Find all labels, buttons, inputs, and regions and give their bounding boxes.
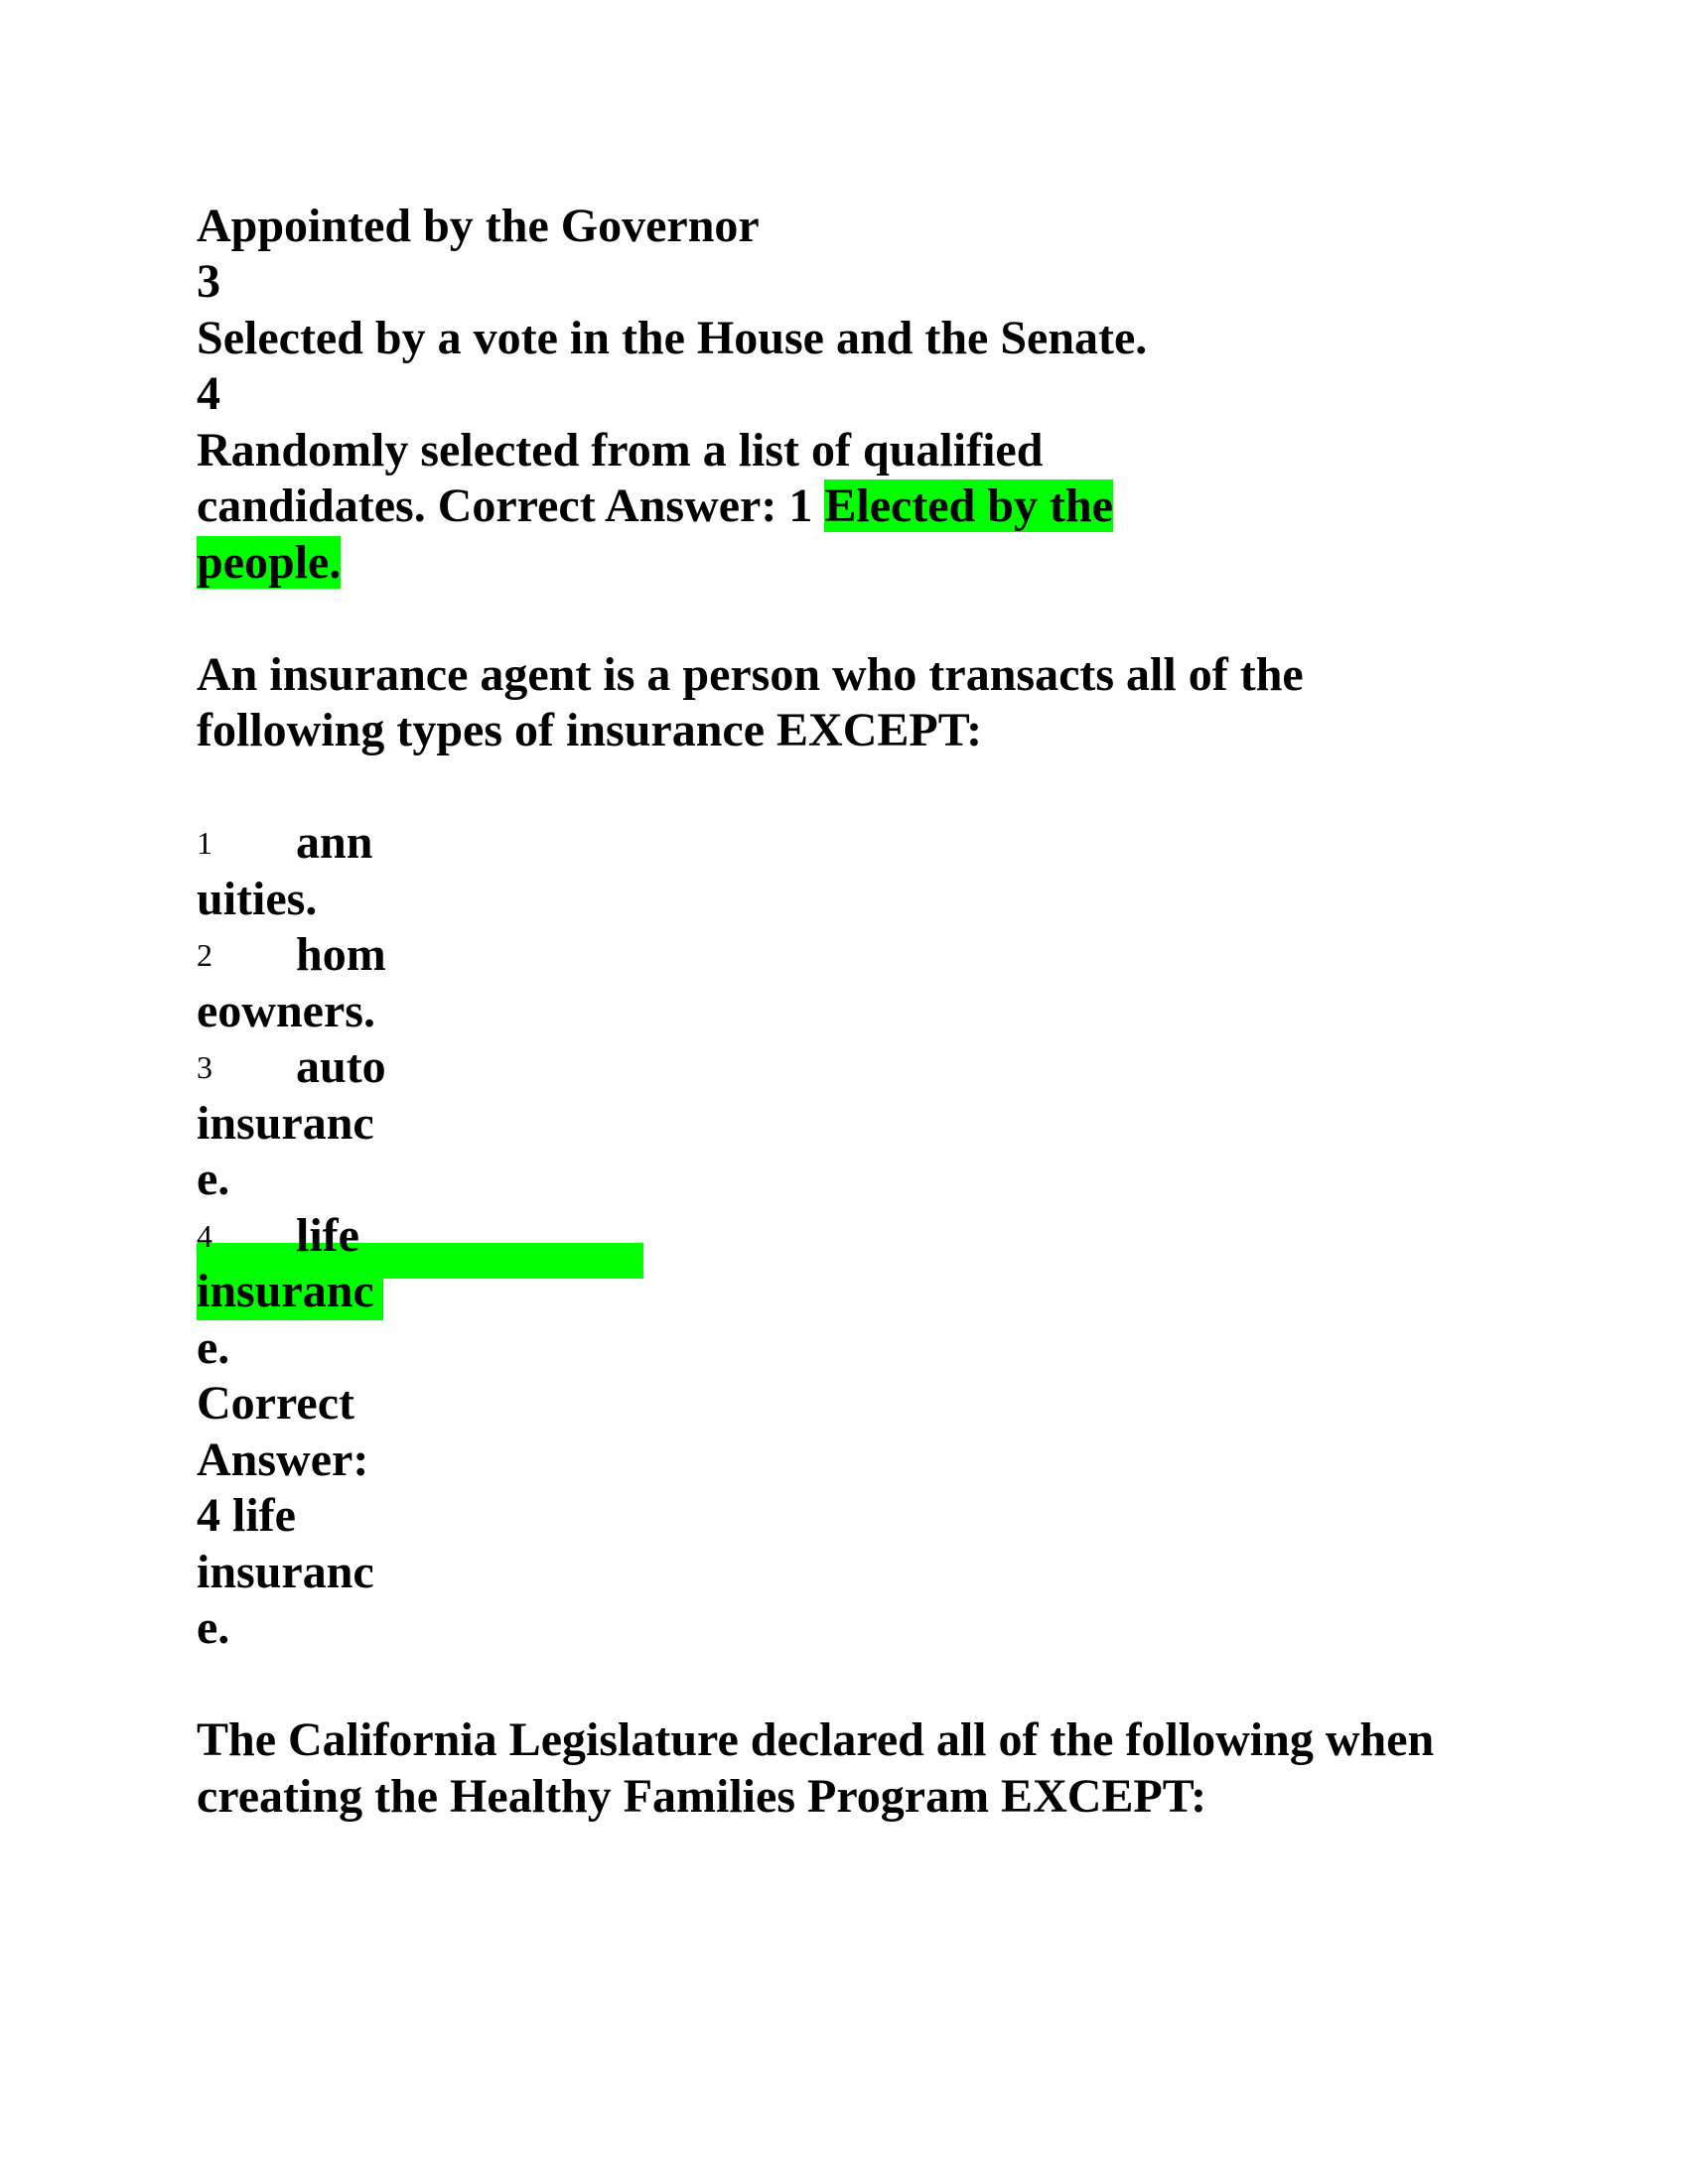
option-text-3: Selected by a vote in the House and the Senate. bbox=[197, 312, 1148, 364]
option-3-number: 3 bbox=[197, 1049, 212, 1085]
highlighted-answer-part1: Elected by the bbox=[824, 479, 1113, 532]
correct-answer-line5: e. bbox=[197, 1601, 230, 1654]
option-number-4: 4 bbox=[197, 367, 220, 420]
option-text-4-line2 bbox=[197, 478, 1113, 534]
correct-answer-line1: Correct bbox=[197, 1377, 354, 1430]
option-4-word: life bbox=[296, 1209, 359, 1262]
option-4-number: 4 bbox=[197, 1218, 212, 1254]
correct-answer-line4: insuranc bbox=[197, 1546, 374, 1598]
option-text-2: Appointed by the Governor bbox=[197, 200, 760, 252]
correct-answer-line2: Answer: bbox=[197, 1433, 369, 1486]
option-1-number: 1 bbox=[197, 825, 212, 861]
question-2-stem-line1: An insurance agent is a person who transacts all of the bbox=[197, 648, 1304, 701]
correct-answer-line3: 4 life bbox=[197, 1489, 296, 1542]
option-text-4-line1: Randomly selected from a list of qualified bbox=[197, 424, 1044, 477]
option-2-number: 2 bbox=[197, 937, 212, 973]
option-number-3: 3 bbox=[197, 255, 220, 308]
question-2-stem-line2: following types of insurance EXCEPT: bbox=[197, 704, 983, 756]
option-2-continuation: eowners. bbox=[197, 985, 375, 1037]
question-3-stem-line1: The California Legislature declared all of the following when bbox=[197, 1713, 1435, 1766]
option-1-word: ann bbox=[296, 816, 373, 869]
correct-answer-label: candidates. Correct Answer: 1 bbox=[197, 479, 813, 532]
highlighted-answer-line2 bbox=[197, 535, 341, 591]
option-2-word: hom bbox=[296, 928, 386, 981]
highlighted-answer-part2: people. bbox=[197, 536, 342, 589]
option-4-continuation-2: e. bbox=[197, 1321, 230, 1374]
option-4-continuation-1: insuranc bbox=[197, 1265, 374, 1317]
option-3-word: auto bbox=[296, 1040, 386, 1093]
option-3-continuation-2: e. bbox=[197, 1153, 230, 1205]
question-3-stem-line2: creating the Healthy Families Program EXCEPT: bbox=[197, 1770, 1207, 1823]
option-1-continuation: uities. bbox=[197, 873, 318, 925]
option-3-continuation-1: insuranc bbox=[197, 1097, 374, 1150]
